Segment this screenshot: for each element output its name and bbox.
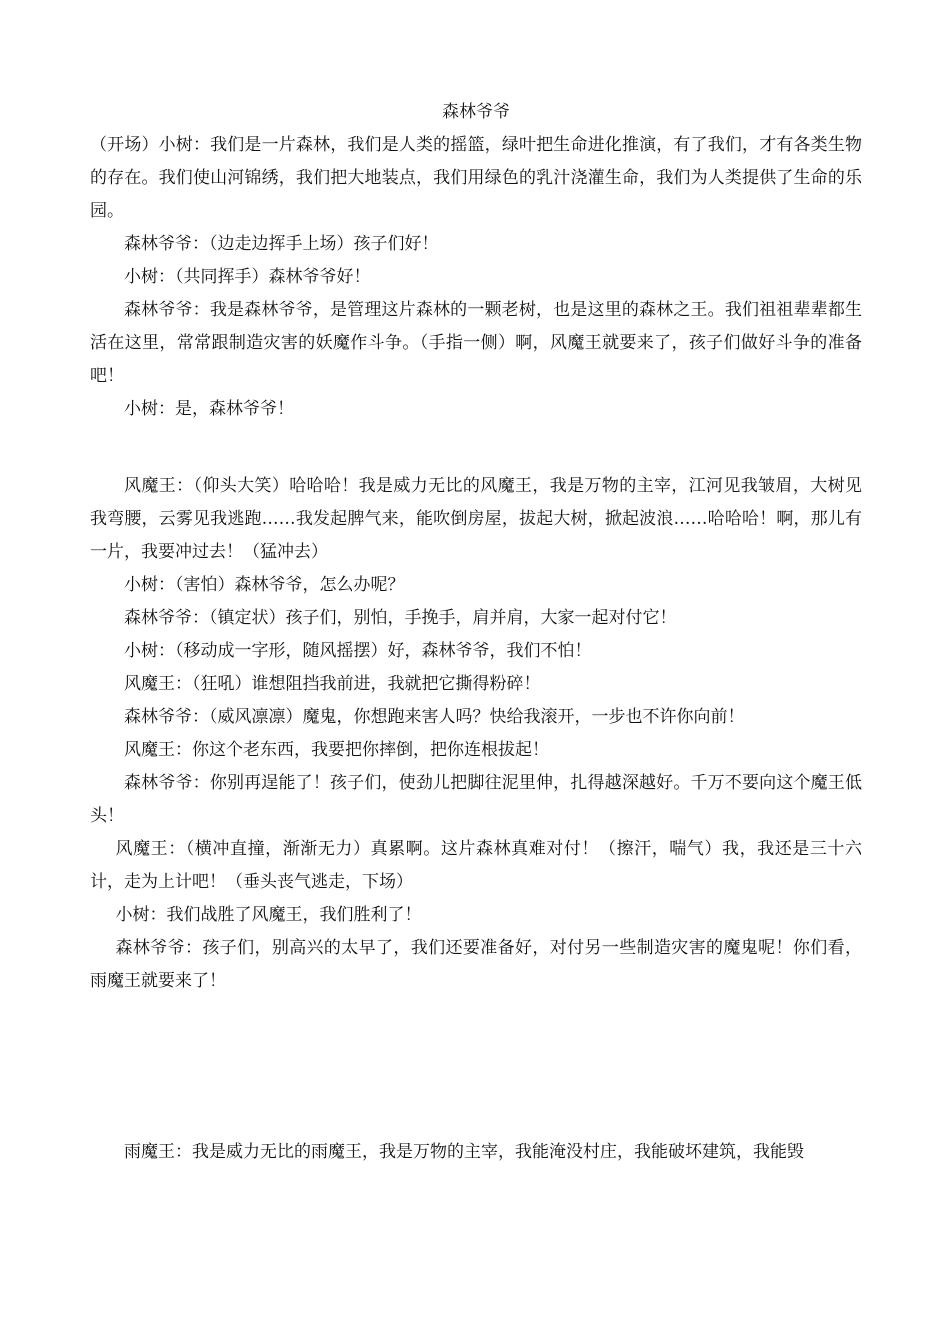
paragraph-dialogue: 小树：我们战胜了风魔王，我们胜利了！ xyxy=(115,905,422,925)
paragraph-dialogue: 森林爷爷：孩子们，别高兴的太早了，我们还要准备好，对付另一些制造灾害的魔鬼呢！你们看，雨魔王就要来了！ xyxy=(90,938,862,991)
document-title: 森林爷爷 xyxy=(442,102,510,122)
paragraph-dialogue: 森林爷爷：你别再逞能了！孩子们，使劲儿把脚往泥里伸，扎得越深越好。千万不要向这个魔王低头！ xyxy=(90,773,862,826)
paragraph-dialogue: 森林爷爷：（威风凛凛）魔鬼，你想跑来害人吗？快给我滚开，一步也不许你向前！ xyxy=(124,707,745,727)
paragraph-dialogue: 小树：（害怕）森林爷爷，怎么办呢？ xyxy=(124,575,405,595)
paragraph-dialogue: 小树：（移动成一字形，随风摇摆）好，森林爷爷，我们不怕！ xyxy=(124,641,592,661)
paragraph-opening: （开场）小树：我们是一片森林，我们是人类的摇篮，绿叶把生命进化推演，有了我们，才有各类生物的存在。我们使山河锦绣，我们把大地装点，我们用绿色的乳汁浇灌生命，我们为人类提供了生命的乐园。 xyxy=(90,135,862,221)
paragraph-dialogue: 风魔王：（狂吼）谁想阻挡我前进，我就把它撕得粉碎！ xyxy=(124,674,541,694)
paragraph-dialogue: 森林爷爷：我是森林爷爷，是管理这片森林的一颗老树，也是这里的森林之王。我们祖祖辈辈都生活在这里，常常跟制造灾害的妖魔作斗争。（手指一侧）啊，风魔王就要来了，孩子们做好斗争的准备吧！ xyxy=(90,300,862,386)
paragraph-dialogue: 风魔王：你这个老东西，我要把你摔倒，把你连根拔起！ xyxy=(124,740,549,760)
paragraph-dialogue: 森林爷爷：（边走边挥手上场）孩子们好！ xyxy=(124,234,439,254)
paragraph-dialogue: 小树：是，森林爷爷！ xyxy=(124,399,294,419)
paragraph-dialogue: 小树：（共同挥手）森林爷爷好！ xyxy=(124,267,371,287)
paragraph-dialogue: 雨魔王：我是威力无比的雨魔王，我是万物的主宰，我能淹没村庄，我能破坏建筑，我能毁 xyxy=(124,1142,804,1162)
paragraph-dialogue: 风魔王：（仰头大笑）哈哈哈！我是威力无比的风魔王，我是万物的主宰，江河见我皱眉，大树见我弯腰，云雾见我逃跑……我发起脾气来，能吹倒房屋，拔起大树，掀起波浪……哈哈哈！啊，那儿有一片，我要冲过去！（猛冲去） xyxy=(90,476,862,562)
blank-space xyxy=(90,426,862,470)
paragraph-dialogue: 森林爷爷：（镇定状）孩子们，别怕，手挽手，肩并肩，大家一起对付它！ xyxy=(124,608,677,628)
paragraph-dialogue: 风魔王：（横冲直撞，渐渐无力）真累啊。这片森林真难对付！（擦汗，喘气）我，我还是三十六计，走为上计吧！（垂头丧气逃走，下场） xyxy=(90,839,862,892)
document-page xyxy=(90,96,862,1169)
blank-space xyxy=(90,998,862,1136)
